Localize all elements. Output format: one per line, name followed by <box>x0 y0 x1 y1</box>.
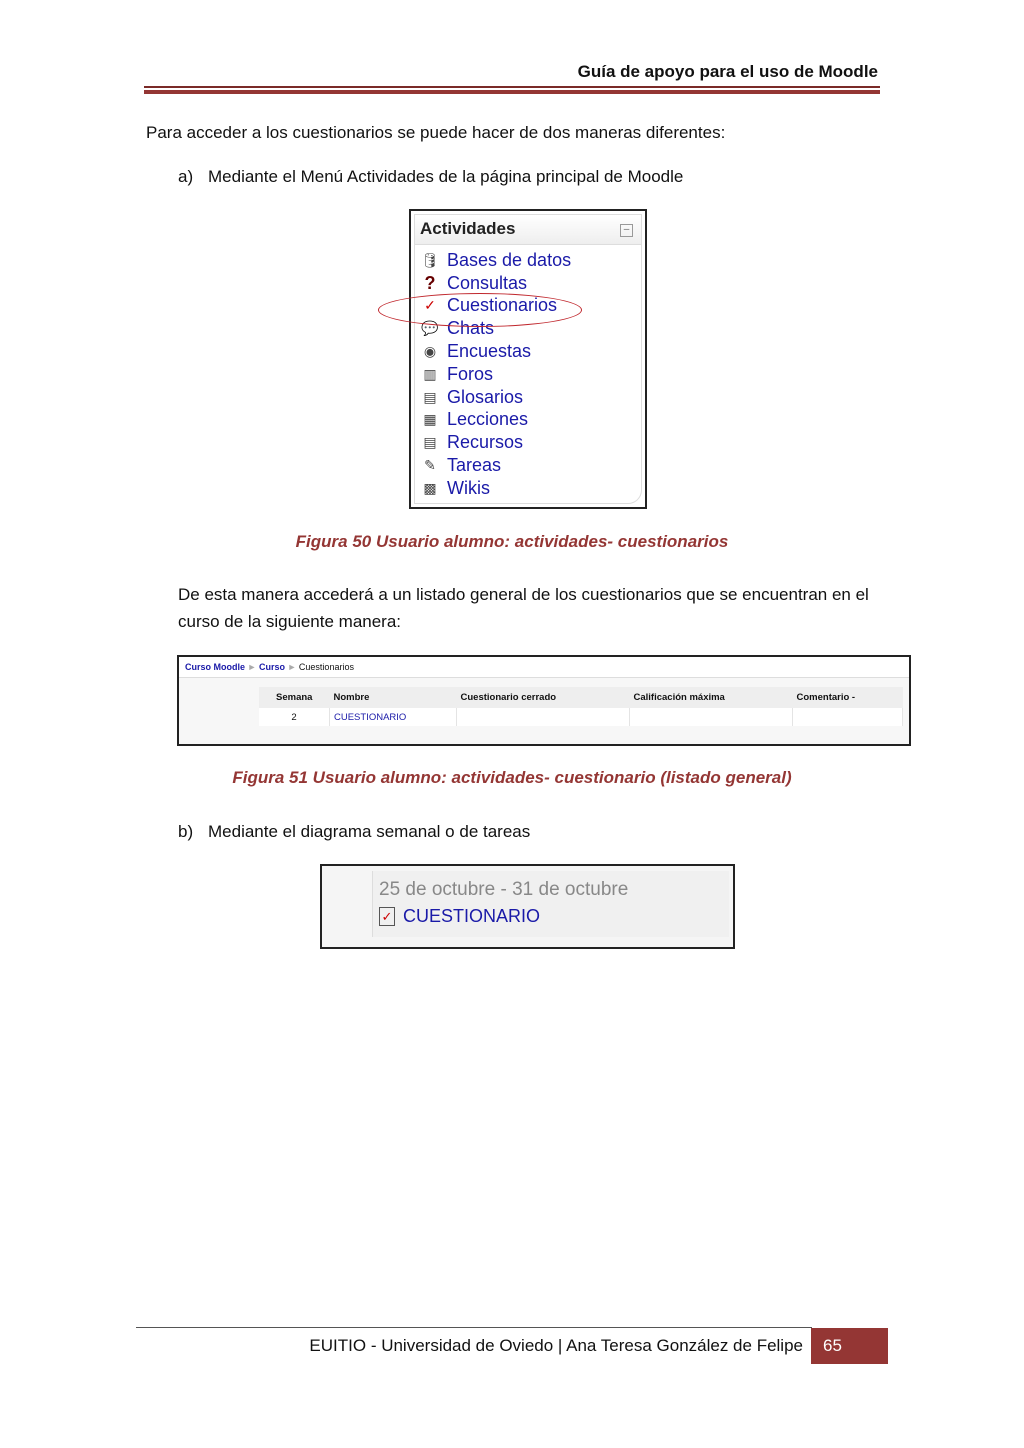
activity-item[interactable] <box>415 477 641 500</box>
list-marker-b: b) <box>178 822 194 841</box>
footer-rule <box>136 1327 812 1328</box>
activity-label: Wikis <box>447 477 490 498</box>
quiz-link-label: CUESTIONARIO <box>403 906 541 926</box>
running-header: Guía de apoyo para el uso de Moodle <box>577 62 878 81</box>
activity-label: Chats <box>447 318 495 339</box>
wiki-icon: ▩ <box>423 479 437 496</box>
block-title: Actividades <box>415 215 641 245</box>
collapse-icon[interactable]: – <box>620 224 633 237</box>
paragraph-line: De esta manera accederá a un listado general de los cuestionarios que se encuentran en el <box>178 585 869 604</box>
activity-item[interactable] <box>415 431 641 454</box>
activity-label: Foros <box>447 363 494 384</box>
database-icon: 🛢 <box>421 251 439 268</box>
header-rule <box>144 86 880 88</box>
column-header: Comentario - <box>793 687 903 708</box>
breadcrumb-link[interactable]: Curso Moodle <box>185 662 245 672</box>
assignment-icon: ✎ <box>424 457 436 474</box>
activity-item[interactable] <box>415 249 641 272</box>
list-item-b: Mediante el diagrama semanal o de tareas <box>208 822 531 841</box>
weekly-topic-figure <box>320 864 735 949</box>
activity-item[interactable] <box>415 340 641 363</box>
question-icon: ? <box>424 272 436 293</box>
list-marker-a: a) <box>178 167 194 186</box>
breadcrumb-current: Cuestionarios <box>298 662 354 672</box>
activity-item[interactable] <box>415 409 641 432</box>
activity-label: Cuestionarios <box>447 295 558 316</box>
quiz-icon: ✓ <box>379 907 395 926</box>
forum-icon: ▥ <box>423 365 437 382</box>
activity-label: Encuestas <box>447 341 532 362</box>
breadcrumb-link[interactable]: Curso <box>258 662 285 672</box>
resource-icon: ▤ <box>423 434 437 451</box>
highlight-ellipse <box>378 293 582 327</box>
quiz-link[interactable]: CUESTIONARIO <box>330 708 457 726</box>
activity-item[interactable] <box>415 272 641 295</box>
column-header: Cuestionario cerrado <box>457 687 630 708</box>
quiz-icon: ✓ <box>424 297 436 314</box>
breadcrumb: Curso Moodle ► Curso ► Cuestionarios <box>179 657 909 678</box>
list-item-a: Mediante el Menú Actividades de la página principal de Moodle <box>208 167 684 186</box>
cell-comment <box>793 708 903 726</box>
activity-label: Tareas <box>447 455 502 476</box>
cell-week: 2 <box>259 708 330 726</box>
activity-label: Bases de datos <box>447 249 572 270</box>
page-number: 65 <box>811 1328 888 1364</box>
activity-label: Lecciones <box>447 409 529 430</box>
column-header: Calificación máxima <box>630 687 793 708</box>
cell-closed <box>457 708 630 726</box>
intro-paragraph: Para acceder a los cuestionarios se puede hacer de dos maneras diferentes: <box>146 123 726 142</box>
paragraph-line: curso de la siguiente manera: <box>178 612 402 631</box>
figure-caption: Figura 50 Usuario alumno: actividades- cuestionarios <box>295 532 729 551</box>
activity-item[interactable] <box>415 386 641 409</box>
activity-label: Consultas <box>447 272 528 293</box>
activity-label: Glosarios <box>447 386 524 407</box>
survey-icon: ◉ <box>423 343 437 360</box>
week-heading: 25 de octubre - 31 de octubre <box>379 879 629 900</box>
quiz-link[interactable] <box>379 906 540 927</box>
header-rule-thick <box>144 90 880 94</box>
activity-label: Recursos <box>447 432 524 453</box>
activity-item[interactable] <box>415 454 641 477</box>
table-row <box>259 708 903 726</box>
figure-caption: Figura 51 Usuario alumno: actividades- cuestionario (listado general) <box>232 768 792 787</box>
column-header: Nombre <box>330 687 457 708</box>
quiz-list-figure <box>177 655 911 746</box>
activities-block-figure <box>409 209 647 509</box>
footer-text: EUITIO - Universidad de Oviedo | Ana Teresa González de Felipe <box>309 1336 803 1355</box>
activity-item[interactable] <box>415 363 641 386</box>
column-header: Semana <box>259 687 330 708</box>
chat-icon: 💬 <box>421 320 439 337</box>
quiz-table <box>259 687 903 726</box>
glossary-icon: ▤ <box>423 388 437 405</box>
lesson-icon: ▦ <box>423 411 437 428</box>
cell-max-grade <box>630 708 793 726</box>
